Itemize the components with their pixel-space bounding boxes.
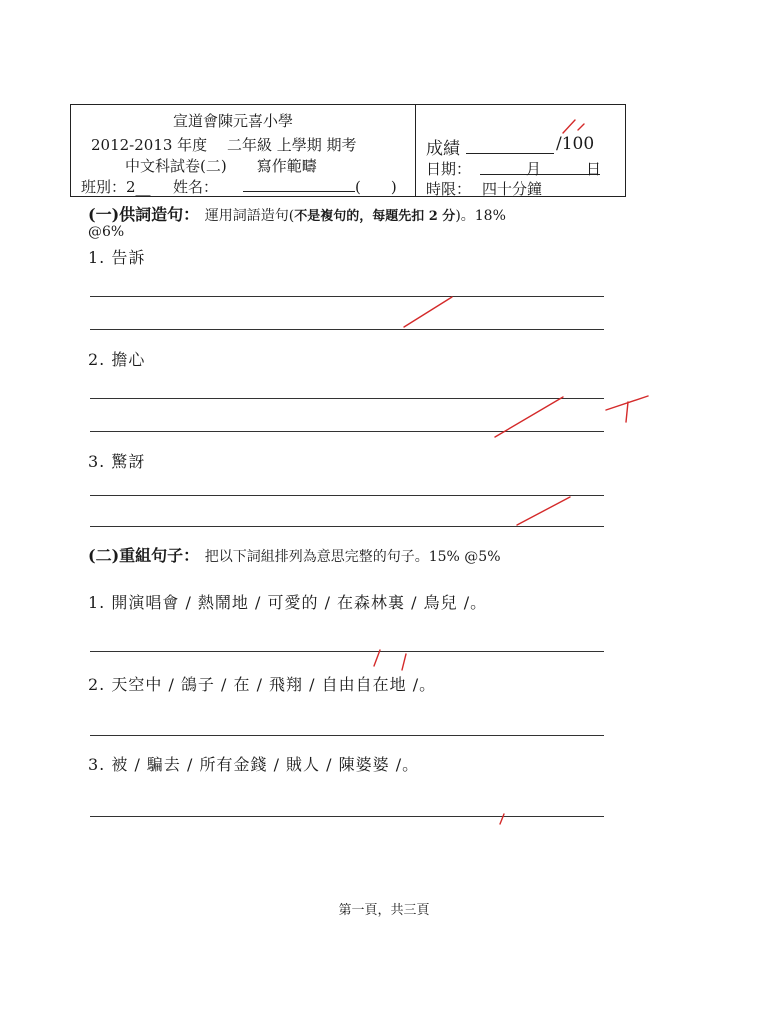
s2-question-2: 2. 天空中 / 鴿子 / 在 / 飛翔 / 自由自在地 /。 [88,675,437,694]
red-tick [606,396,648,422]
section1-marks: )。18% [455,208,506,224]
red-score-mark [563,120,584,133]
score-total: /100 [556,134,595,154]
section1-instruction: 運用詞語造句( [204,208,295,224]
red-tick [500,814,504,824]
red-tick [404,297,452,327]
date-label: 日期： [426,160,472,178]
section1-penalty-note: 不是複句的，每題先扣 2 分 [294,209,456,224]
s1-question-3: 3. 驚訝 [88,452,146,471]
s2-question-1: 1. 開演唱會 / 熱鬧地 / 可愛的 / 在森林裏 / 鳥兒 /。 [88,593,488,612]
time-value: 四十分鐘 [482,180,543,198]
month-label: 月 [526,160,542,178]
red-tick [402,654,406,670]
name-label: 姓名： [173,178,219,196]
red-tick [495,397,563,437]
time-label: 時限： [426,180,472,198]
paper-title: 中文科試卷(二) 寫作範疇 [125,157,317,175]
s1-question-1: 1. 告訴 [88,248,146,267]
section1-per-item: @6% [88,224,125,240]
red-tick [517,497,570,525]
section2-heading: (二)重組句子： [88,546,200,565]
year-line: 2012-2013 年度 二年級 上學期 期考 [91,136,357,154]
red-tick [374,650,380,666]
page-number: 第一頁，共三頁 [338,903,430,918]
section1-heading: (一)供詞造句： [88,205,200,224]
s2-question-3: 3. 被 / 騙去 / 所有金錢 / 賊人 / 陳婆婆 /。 [88,755,420,774]
school-name: 宣道會陳元喜小學 [173,112,294,130]
section2-instruction: 把以下詞組排列為意思完整的句子。15% @5% [204,549,501,565]
day-label: 日 [586,160,602,178]
seat-number: ( ) [355,178,397,196]
s1-question-2: 2. 擔心 [88,350,146,369]
class-label: 班別：2__ [81,178,151,196]
score-label: 成績 [426,139,460,159]
